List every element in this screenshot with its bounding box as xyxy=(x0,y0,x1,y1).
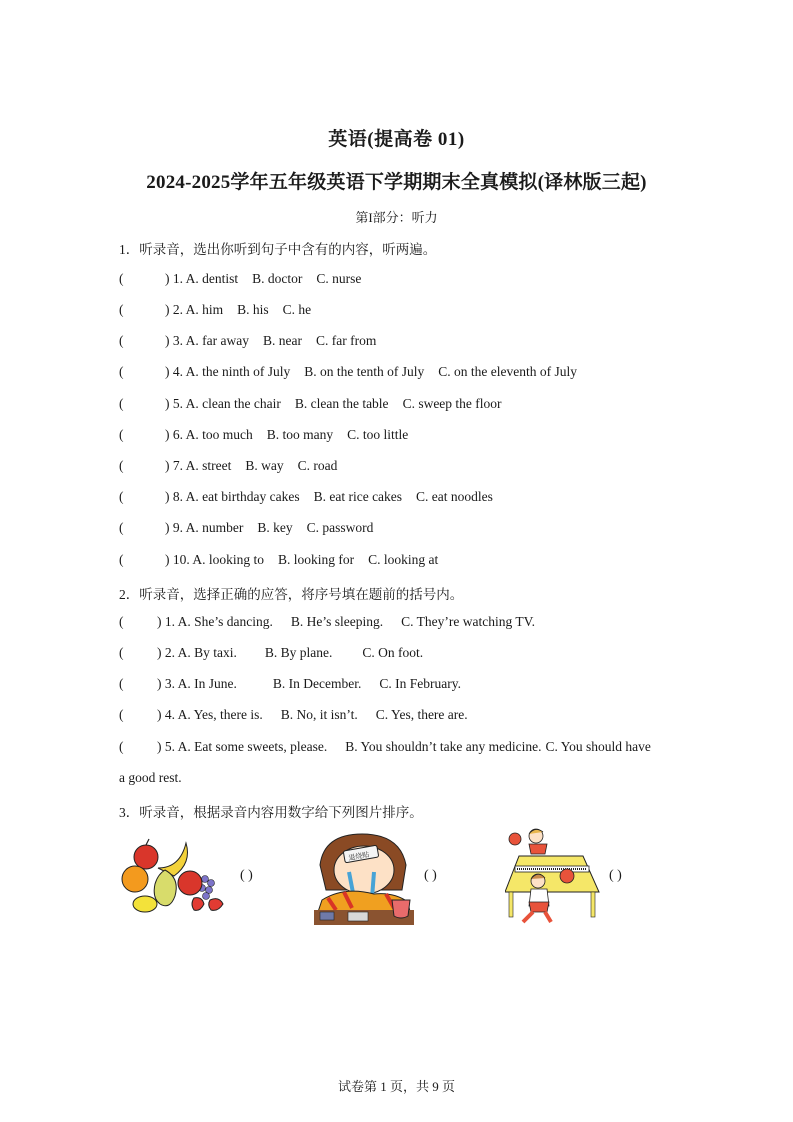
option-b: B. way xyxy=(245,458,284,473)
question-row: ( ) 1. A. dentist B. doctor C. nurse xyxy=(119,271,362,286)
answer-blank[interactable]: ( xyxy=(119,364,124,379)
page-subtitle: 2024-2025学年五年级英语下学期期末全真模拟(译林版三起) xyxy=(146,172,647,193)
option-c: C. In February. xyxy=(379,676,461,691)
question-row: ( ) 3. A. In June. B. In December. C. In February. xyxy=(119,676,461,691)
question-row: ( ) 6. A. too much B. too many C. too little xyxy=(119,427,409,442)
question-row: ( ) 10. A. looking to B. looking for C. looking at xyxy=(119,552,439,567)
question-continuation: a good rest. xyxy=(119,770,182,785)
option-a: A. number xyxy=(185,520,244,535)
option-c: C. They’re watching TV. xyxy=(401,614,535,629)
option-a: A. Yes, there is. xyxy=(177,707,263,722)
option-c: C. On foot. xyxy=(362,645,424,660)
option-a: A. the ninth of July xyxy=(185,364,291,379)
section1-instruction: 1．听录音，选出你听到句子中含有的内容，听两遍。 xyxy=(119,242,437,257)
answer-blank[interactable]: ( xyxy=(119,458,124,473)
table-tennis-picture xyxy=(505,826,600,924)
section2-instruction: 2．听录音，选择正确的应答，将序号填在题前的括号内。 xyxy=(119,587,464,602)
option-c: C. password xyxy=(306,520,374,535)
sick-girl-picture xyxy=(314,830,414,925)
answer-blank[interactable]: ( xyxy=(119,676,124,691)
question-row: ( ) 3. A. far away B. near C. far from xyxy=(119,333,377,348)
option-c: C. on the eleventh of July xyxy=(438,364,577,379)
answer-blank[interactable]: ( xyxy=(119,396,124,411)
picture-order-blank[interactable]: ( ) xyxy=(609,868,622,883)
question-row: ( ) 1. A. She’s dancing. B. He’s sleeping. C. They’re watching TV. xyxy=(119,614,535,629)
answer-blank[interactable]: ( xyxy=(119,302,124,317)
picture-order-blank[interactable]: ( ) xyxy=(240,868,253,883)
option-a: A. By taxi. xyxy=(177,645,237,660)
answer-blank[interactable]: ( xyxy=(119,739,124,754)
option-a: A. clean the chair xyxy=(185,396,281,411)
option-b: B. You shouldn’t take any medicine. xyxy=(345,739,542,754)
option-a: A. She’s dancing. xyxy=(177,614,273,629)
answer-blank[interactable]: ( xyxy=(119,520,124,535)
option-a: A. Eat some sweets, please. xyxy=(177,739,328,754)
question-row: ( ) 4. A. Yes, there is. B. No, it isn’t. C. Yes, there are. xyxy=(119,707,468,722)
question-row: ( ) 4. A. the ninth of July B. on the tenth of July C. on the eleventh of July xyxy=(119,364,577,379)
option-a: A. him xyxy=(185,302,224,317)
option-a: A. In June. xyxy=(177,676,237,691)
section3-instruction: 3．听录音，根据录音内容用数字给下列图片排序。 xyxy=(119,805,423,820)
option-b: B. doctor xyxy=(252,271,303,286)
option-a: A. too much xyxy=(185,427,253,442)
option-c: C. Yes, there are. xyxy=(375,707,468,722)
svg-text:退烧贴: 退烧贴 xyxy=(347,850,370,863)
answer-blank[interactable]: ( xyxy=(119,552,124,567)
question-row: ( ) 7. A. street B. way C. road xyxy=(119,458,338,473)
option-c: C. nurse xyxy=(316,271,362,286)
page-title: 英语(提高卷 01) xyxy=(328,129,465,150)
answer-blank[interactable]: ( xyxy=(119,427,124,442)
question-row: ( ) 5. A. clean the chair B. clean the table C. sweep the floor xyxy=(119,396,502,411)
fruit-basket-picture xyxy=(120,838,235,913)
option-b: B. near xyxy=(262,333,302,348)
option-b: B. too many xyxy=(266,427,334,442)
option-b: B. He’s sleeping. xyxy=(290,614,384,629)
answer-blank[interactable]: ( xyxy=(119,614,124,629)
option-c: C. too little xyxy=(347,427,409,442)
option-b: B. key xyxy=(257,520,293,535)
option-b: B. No, it isn’t. xyxy=(280,707,358,722)
answer-blank[interactable]: ( xyxy=(119,707,124,722)
option-b: B. looking for xyxy=(278,552,355,567)
answer-blank[interactable]: ( xyxy=(119,489,124,504)
option-b: B. By plane. xyxy=(264,645,333,660)
option-c: C. he xyxy=(282,302,312,317)
option-c: C. road xyxy=(297,458,338,473)
option-a: A. street xyxy=(185,458,232,473)
question-row: ( ) 5. A. Eat some sweets, please. B. You shouldn’t take any medicine. C. You should have xyxy=(119,739,651,754)
question-row: ( ) 2. A. him B. his C. he xyxy=(119,302,312,317)
option-c: C. You should have xyxy=(545,739,651,754)
answer-blank[interactable]: ( xyxy=(119,333,124,348)
part-label: 第I部分：听力 xyxy=(355,210,438,225)
answer-blank[interactable]: ( xyxy=(119,645,124,660)
answer-blank[interactable]: ( xyxy=(119,271,124,286)
option-c: C. eat noodles xyxy=(416,489,493,504)
option-c: C. sweep the floor xyxy=(402,396,502,411)
question-row: ( ) 9. A. number B. key C. password xyxy=(119,520,374,535)
page-footer: 试卷第 1 页，共 9 页 xyxy=(337,1079,455,1094)
option-a: A. far away xyxy=(185,333,249,348)
option-b: B. his xyxy=(237,302,269,317)
option-b: B. clean the table xyxy=(294,396,389,411)
option-a: A. looking to xyxy=(192,552,265,567)
question-row: ( ) 2. A. By taxi. B. By plane. C. On foot. xyxy=(119,645,424,660)
option-c: C. looking at xyxy=(368,552,439,567)
option-a: A. dentist xyxy=(185,271,239,286)
option-b: B. eat rice cakes xyxy=(313,489,403,504)
option-a: A. eat birthday cakes xyxy=(185,489,300,504)
option-b: B. In December. xyxy=(272,676,362,691)
option-b: B. on the tenth of July xyxy=(304,364,425,379)
question-row: ( ) 8. A. eat birthday cakes B. eat rice cakes C. eat noodles xyxy=(119,489,493,504)
picture-order-blank[interactable]: ( ) xyxy=(424,868,437,883)
option-c: C. far from xyxy=(315,333,377,348)
